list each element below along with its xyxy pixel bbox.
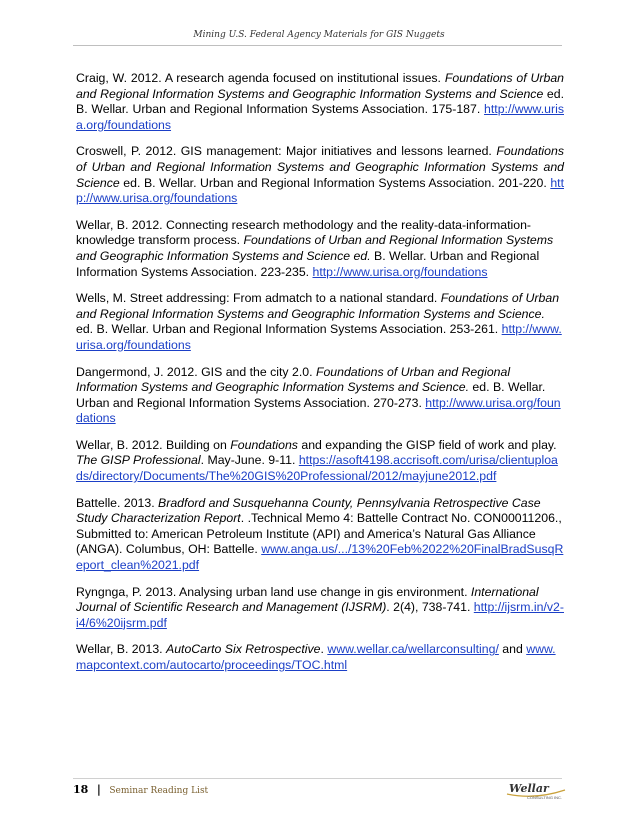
reference-title-text: AutoCarto Six Retrospective	[166, 642, 321, 657]
page-footer	[73, 783, 208, 796]
reference-link[interactable]: http://www.urisa.org/foundations	[76, 395, 561, 426]
reference-text: Battelle. 2013.	[76, 495, 159, 510]
page-number: 18	[73, 783, 89, 796]
header-divider	[73, 45, 562, 46]
footer-label: Seminar Reading List	[109, 786, 209, 796]
reference-link[interactable]: http://www.urisa.org/foundations	[312, 264, 488, 279]
reference-title-text: Foundations of Urban and Regional Information Systems and Geographic Information Systems and Science ed.	[76, 233, 554, 263]
reference-entry	[76, 71, 564, 133]
reference-title-text: International Journal of Scientific Research and Management (IJSRM)	[76, 584, 539, 615]
reference-link[interactable]: https://asoft4198.accrisoft.com/urisa/clientuploads/directory/Documents/The%20GIS%20Professional/2012/mayjune2012.pdf	[76, 453, 558, 484]
reference-entry	[76, 438, 564, 485]
reference-title-text: The GISP Professional	[76, 453, 201, 468]
reference-link[interactable]: www.anga.us/.../13%20Feb%2022%20FinalBradSusqReport_clean%2021.pdf	[76, 542, 564, 573]
reference-entry	[76, 642, 564, 673]
reference-link[interactable]: www.wellar.ca/wellarconsulting/	[327, 642, 499, 657]
reference-text: Croswell, P. 2012. GIS management: Major initiatives and lessons learned.	[76, 144, 497, 159]
reference-entry	[76, 144, 564, 206]
reference-title-text: Foundations of Urban and Regional Information Systems and Geographic Information Systems and Science	[76, 71, 565, 101]
reference-entry	[76, 496, 564, 574]
reference-entry	[76, 365, 564, 427]
reference-text: ed. B. Wellar. Urban and Regional Information Systems Association. 270-273.	[76, 380, 546, 410]
logo-tagline: CONSULTING INC.	[527, 795, 563, 800]
reference-text: Ryngnga, P. 2013. Analysing urban land use change in gis environment.	[76, 584, 471, 599]
reference-text: . 2(4), 738-741.	[386, 600, 474, 615]
reference-title-text: Foundations	[230, 437, 298, 452]
reference-text: Wellar, B. 2012. Building on	[76, 437, 231, 452]
reference-link[interactable]: http://www.urisa.org/foundations	[76, 175, 564, 206]
reference-title-text: Foundations of Urban and Regional Information Systems and Geographic Information Systems and Science	[76, 144, 564, 190]
wellar-logo	[505, 781, 567, 801]
reference-entry	[76, 585, 564, 632]
running-header: Mining U.S. Federal Agency Materials for GIS Nuggets	[193, 30, 445, 40]
reference-list	[76, 71, 564, 685]
reference-entry	[76, 218, 564, 280]
footer-separator: |	[96, 783, 101, 796]
reference-entry	[76, 291, 564, 353]
reference-text: Craig, W. 2012. A research agenda focused on institutional issues.	[76, 71, 445, 85]
reference-title-text: Foundations of Urban and Regional Information Systems and Geographic Information Systems and Science.	[76, 364, 511, 395]
reference-text: ed. B. Wellar. Urban and Regional Information Systems Association. 175-187.	[76, 86, 564, 117]
footer-divider	[73, 778, 562, 779]
reference-link[interactable]: www.mapcontext.com/autocarto/proceedings/TOC.html	[76, 642, 556, 672]
reference-text: Wellar, B. 2013.	[76, 642, 166, 657]
reference-link[interactable]: http://www.urisa.org/foundations	[76, 322, 562, 352]
reference-text: and expanding the GISP field of work and play.	[297, 437, 557, 452]
reference-text: Dangermond, J. 2012. GIS and the city 2.0.	[76, 364, 316, 379]
reference-text: . May-June. 9-11.	[200, 453, 299, 468]
reference-link[interactable]: http://ijsrm.in/v2-i4/6%20ijsrm.pdf	[76, 600, 564, 630]
reference-text: . .Technical Memo 4: Battelle Contract No. CON00011206., Submitted to: American Petroleum Institute (API) and America’s Natural Gas Alliance (ANGA). Columbus, OH: Battelle.	[76, 511, 562, 557]
reference-title-text: Foundations of Urban and Regional Information Systems and Geographic Information Systems and Science.	[76, 291, 560, 321]
reference-text: .	[320, 642, 328, 657]
reference-title-text: Bradford and Susquehanna County, Pennsylvania Retrospective Case Study Characterization Report	[76, 495, 541, 526]
reference-link[interactable]: http://www.urisa.org/foundations	[76, 102, 564, 132]
reference-text: and	[498, 642, 527, 657]
reference-text: Wells, M. Street addressing: From admatch to a national standard.	[76, 291, 441, 306]
reference-text: ed. B. Wellar. Urban and Regional Information Systems Association. 201-220.	[119, 175, 551, 190]
reference-text: B. Wellar. Urban and Regional Information Systems Association. 223-235.	[76, 248, 540, 279]
logo-wordmark: Wellar	[509, 782, 549, 795]
reference-text: Wellar, B. 2012. Connecting research methodology and the reality-data-information-knowledge transform process.	[76, 217, 532, 248]
reference-text: ed. B. Wellar. Urban and Regional Information Systems Association. 253-261.	[76, 322, 502, 337]
